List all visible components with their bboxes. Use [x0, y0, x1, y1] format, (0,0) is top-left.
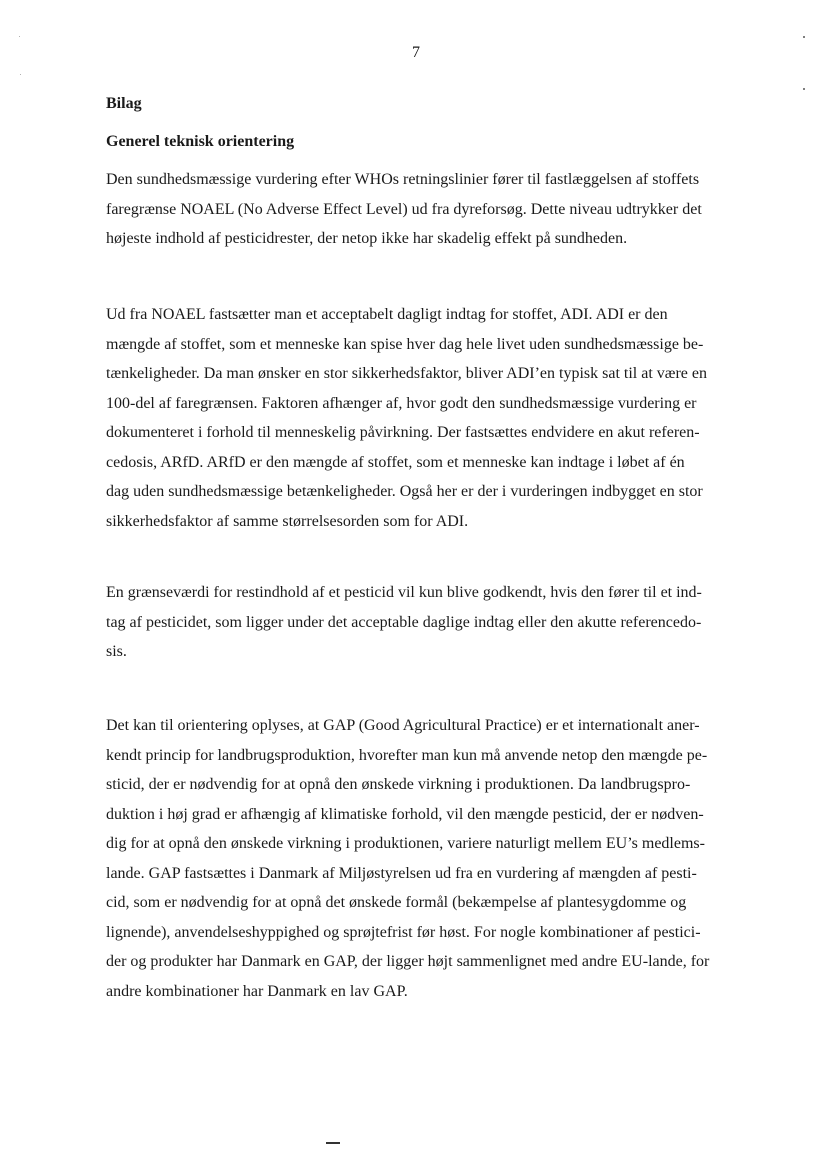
text-line: Det kan til orientering oplyses, at GAP (Good Agricultural Practice) er et internationalt aner- [106, 717, 700, 734]
section-heading: Bilag [106, 95, 142, 112]
text-line: dokumenteret i forhold til menneskelig påvirkning. Der fastsættes endvidere en akut referen- [106, 424, 700, 441]
scan-speck [803, 88, 805, 90]
section-subheading: Generel teknisk orientering [106, 133, 295, 150]
page-number: 7 [412, 44, 420, 61]
text-line: mængde af stoffet, som et menneske kan spise hver dag hele livet uden sundhedsmæssige be- [106, 335, 704, 353]
text-line: sticid, der er nødvendig for at opnå den ønskede virkning i produktionen. Da landbrugspro- [106, 776, 691, 793]
text-line: lande. GAP fastsættes i Danmark af Miljøstyrelsen ud fra en vurdering af mængden af pesti- [106, 864, 697, 882]
text-line: faregrænse NOAEL (No Adverse Effect Level) ud fra dyreforsøg. Dette niveau udtrykker det [106, 200, 702, 218]
text-line: tænkeligheder. Da man ønsker en stor sikkerhedsfaktor, bliver ADI’en typisk sat til at være en [106, 365, 707, 382]
text-line: sikkerhedsfaktor af samme størrelsesorden som for ADI. [106, 512, 469, 530]
text-line: cedosis, ARfD. ARfD er den mængde af stoffet, som et menneske kan indtage i løbet af én [106, 453, 685, 471]
paragraph-adi [106, 300, 707, 536]
text-line: dag uden sundhedsmæssige betænkeligheder. Også her er der i vurderingen indbygget en stor [106, 483, 703, 500]
scan-mark [326, 1142, 340, 1144]
text-line: kendt princip for landbrugsproduktion, hvorefter man kun må anvende netop den mængde pe- [106, 746, 708, 764]
text-line: der og produkter har Danmark en GAP, der ligger højt sammenlignet med andre EU-lande, for [106, 953, 710, 970]
text-line: andre kombinationer har Danmark en lav GAP. [106, 982, 408, 1000]
text-line: tag af pesticidet, som ligger under det acceptable daglige indtag eller den akutte referencedo- [106, 613, 702, 631]
scan-speck [20, 74, 21, 75]
text-line: cid, som er nødvendig for at opnå det ønskede formål (bekæmpelse af plantesygdomme og [106, 894, 687, 911]
paragraph-graensevaerdi [106, 578, 702, 667]
text-line: sis. [106, 643, 127, 660]
text-line: Ud fra NOAEL fastsætter man et acceptabelt dagligt indtag for stoffet, ADI. ADI er den [106, 306, 668, 323]
text-line: Den sundhedsmæssige vurdering efter WHOs retningslinier fører til fastlæggelsen af stoffets [106, 171, 700, 188]
text-line: En grænseværdi for restindhold af et pesticid vil kun blive godkendt, hvis den fører til et ind- [106, 584, 702, 601]
paragraph-gap [106, 711, 709, 1006]
paragraph-noael [106, 165, 702, 254]
scan-speck [19, 36, 20, 37]
text-line: dig for at opnå den ønskede virkning i produktionen, variere naturligt mellem EU’s medlems- [106, 835, 705, 852]
text-line: 100-del af faregrænsen. Faktoren afhænger af, hvor godt den sundhedsmæssige vurdering er [106, 394, 697, 412]
text-line: lignende), anvendelseshyppighed og sprøjtefrist før høst. For nogle kombinationer af pestici- [106, 923, 701, 941]
scan-speck [803, 36, 805, 38]
text-line: duktion i høj grad er afhængig af klimatiske forhold, vil den mængde pesticid, der er nødven- [106, 805, 704, 823]
text-line: højeste indhold af pesticidrester, der netop ikke har skadelig effekt på sundheden. [106, 230, 628, 247]
